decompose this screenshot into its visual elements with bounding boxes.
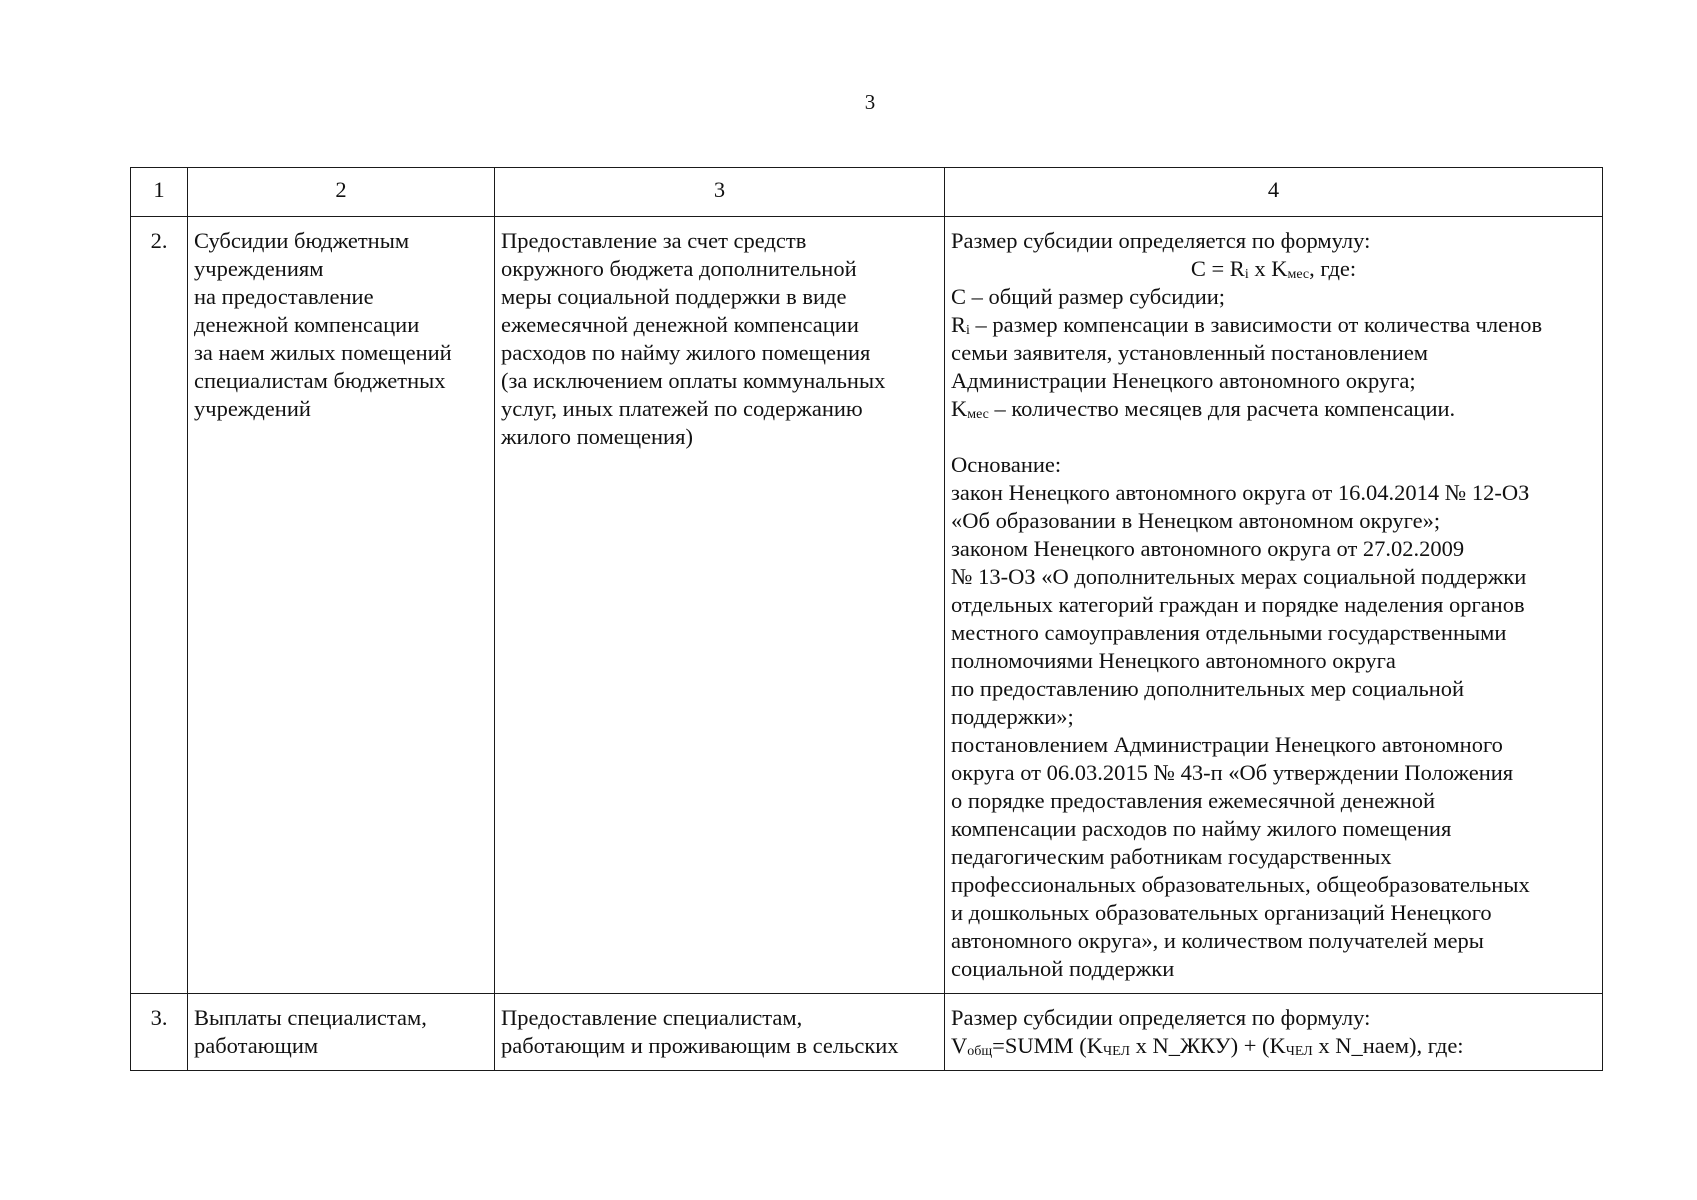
row-title-line: денежной компенсации [194,312,420,337]
basis-line: социальной поддержки [951,956,1175,981]
basis-line: округа от 06.03.2015 № 43-п «Об утверждении Положения [951,760,1514,785]
row-description-line: услуг, иных платежей по содержанию [501,396,863,421]
header-col-2: 2 [188,168,495,217]
row-description-line: (за исключением оплаты коммунальных [501,368,886,393]
formula-intro: Размер субсидии определяется по формулу: [951,228,1371,253]
row-title-line: Субсидии бюджетным [194,228,410,253]
table-header-row [131,168,1603,217]
basis-line: законом Ненецкого автономного округа от 27.02.2009 [951,536,1465,561]
basis-line: поддержки»; [951,704,1074,729]
row-description-line: расходов по найму жилого помещения [501,340,871,365]
row-title-line: на предоставление [194,284,374,309]
row-description-line: окружного бюджета дополнительной [501,256,857,281]
formula-definition: Kмес – количество месяцев для расчета компенсации. [951,396,1456,422]
formula-definition: Администрации Ненецкого автономного округа; [951,368,1416,393]
row-title-cell [188,994,495,1071]
row-description-cell [495,994,945,1071]
formula: C = Ri x Kмес, где: [1190,256,1357,282]
row-description-line: работающим и проживающим в сельских [501,1033,899,1058]
basis-line: Основание: [951,452,1062,477]
formula-intro: Размер субсидии определяется по формулу: [951,1005,1371,1030]
row-formula-cell [945,994,1603,1071]
row-title-line: специалистам бюджетных [194,368,446,393]
basis-line: отдельных категорий граждан и порядке наделения органов [951,592,1525,617]
row-number: 2. [131,217,188,994]
formula-definition: семьи заявителя, установленный постановлением [951,340,1429,365]
basis-line: по предоставлению дополнительных мер социальной [951,676,1465,701]
row-title-line: за наем жилых помещений [194,340,452,365]
basis-line: № 13-ОЗ «О дополнительных мерах социальной поддержки [951,564,1527,589]
budget-table [130,167,1603,1071]
basis-line: профессиональных образовательных, общеобразовательных [951,872,1530,897]
basis-line: постановлением Администрации Ненецкого автономного [951,732,1503,757]
row-title-line: учреждений [194,396,311,421]
formula: Vобщ=SUMM (KЧЕЛ x N_ЖКУ) + (KЧЕЛ x N_наем), где: [951,1033,1464,1059]
basis-line: «Об образовании в Ненецком автономном округе»; [951,508,1441,533]
row-description-line: жилого помещения) [501,424,693,449]
table-row [131,994,1603,1071]
row-description-line: ежемесячной денежной компенсации [501,312,859,337]
basis-line: компенсации расходов по найму жилого помещения [951,816,1452,841]
row-description-cell [495,217,945,994]
row-title-cell [188,217,495,994]
row-formula-cell [945,217,1603,994]
header-col-1: 1 [131,168,188,217]
basis-line: о порядке предоставления ежемесячной денежной [951,788,1436,813]
page-number: 3 [864,90,876,114]
formula-definition: Ri – размер компенсации в зависимости от количества членов [951,312,1543,338]
basis-line: местного самоуправления отдельными государственными [951,620,1507,645]
header-col-3: 3 [495,168,945,217]
basis-line: и дошкольных образовательных организаций Ненецкого [951,900,1492,925]
formula-definition: C – общий размер субсидии; [951,284,1226,309]
row-title-line: работающим [194,1033,319,1058]
row-title-line: Выплаты специалистам, [194,1005,427,1030]
row-description-line: Предоставление специалистам, [501,1005,803,1030]
basis-line: педагогическим работникам государственных [951,844,1392,869]
row-title-line: учреждениям [194,256,324,281]
row-description-line: Предоставление за счет средств [501,228,807,253]
row-number: 3. [131,994,188,1071]
table-row [131,217,1603,994]
basis-line: автономного округа», и количеством получателей меры [951,928,1484,953]
basis-line: полномочиями Ненецкого автономного округа [951,648,1396,673]
header-col-4: 4 [945,168,1603,217]
basis-line: закон Ненецкого автономного округа от 16.04.2014 № 12-ОЗ [951,480,1530,505]
row-description-line: меры социальной поддержки в виде [501,284,847,309]
